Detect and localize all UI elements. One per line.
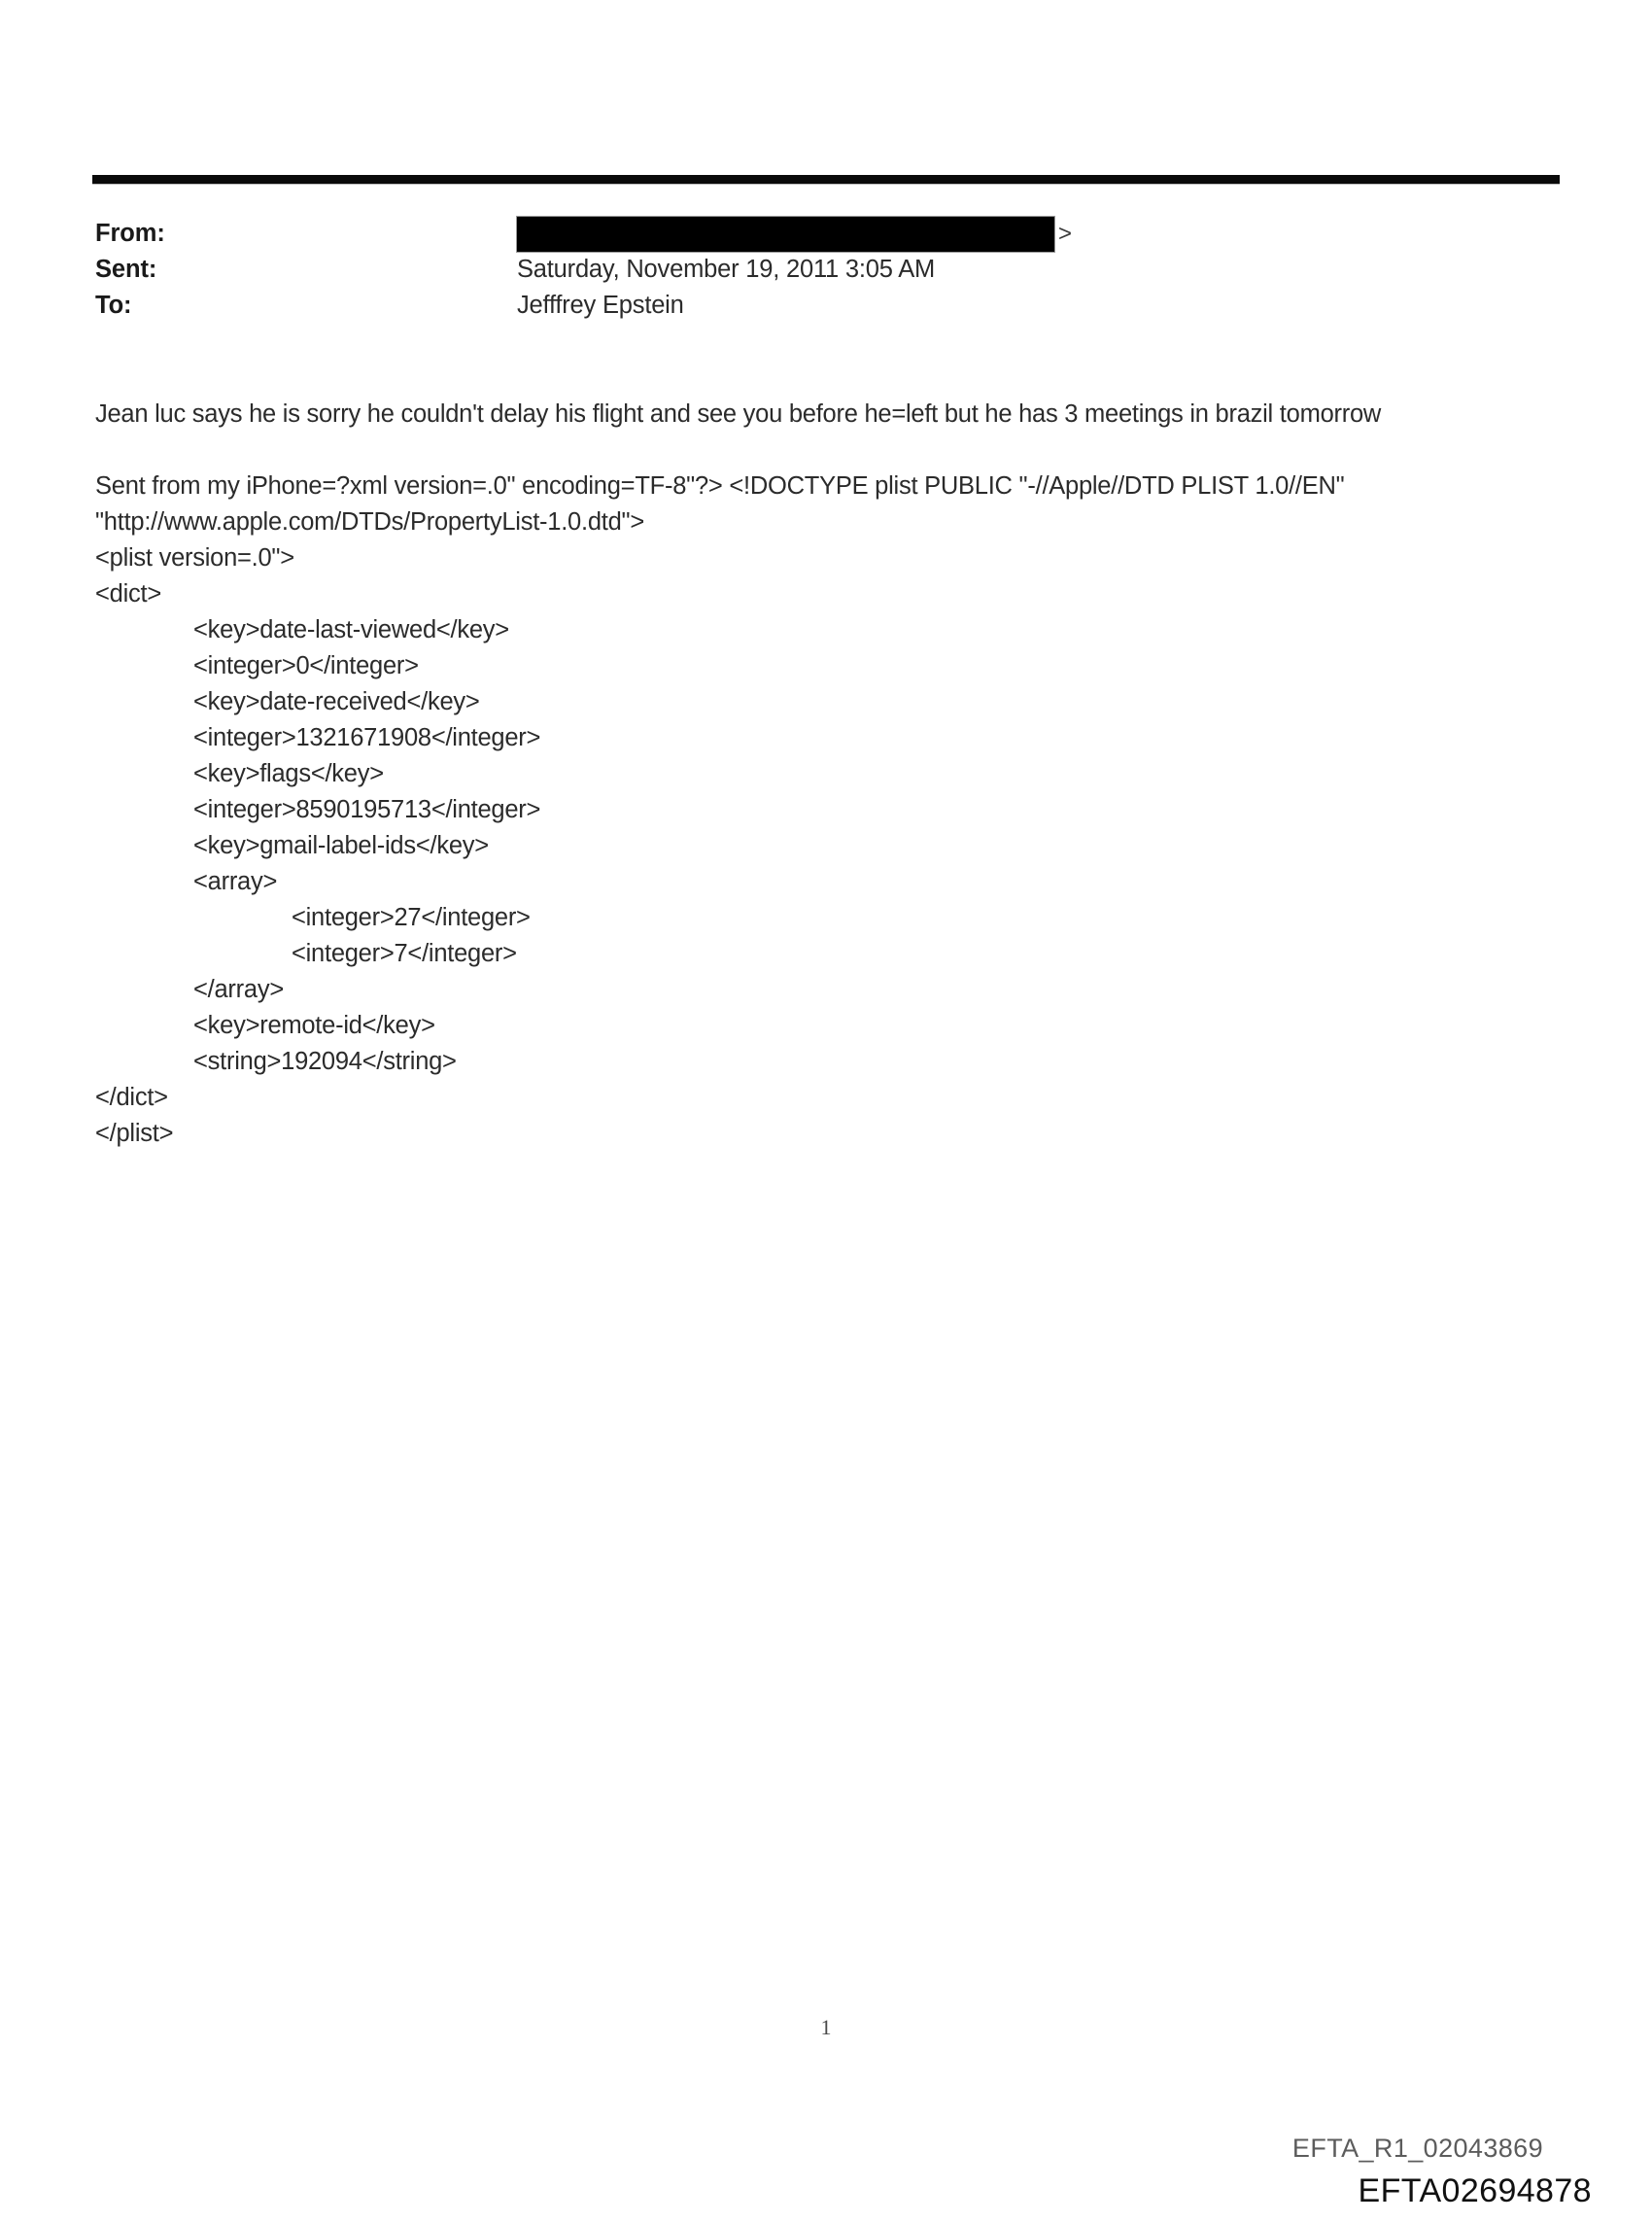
xml-line: <plist version=.0"> (95, 544, 294, 572)
to-value: Jefffrey Epstein (517, 292, 684, 319)
header-row-from (95, 216, 1553, 252)
page-number: 1 (820, 2015, 832, 2039)
email-header (95, 216, 1553, 324)
xml-line: <key>date-last-viewed</key> (193, 616, 509, 643)
xml-line: <integer>7</integer> (292, 940, 517, 967)
xml-line: <integer>27</integer> (292, 904, 531, 931)
xml-line: <key>date-received</key> (193, 688, 480, 715)
bates-number-secondary: EFTA02694878 (1358, 2172, 1592, 2209)
header-row-sent (95, 252, 1553, 288)
redaction-bar (517, 217, 1054, 252)
xml-line: <integer>1321671908</integer> (193, 724, 541, 751)
xml-line: <dict> (95, 580, 161, 608)
xml-line: <key>flags</key> (193, 760, 384, 787)
plist-xml-block (95, 469, 1572, 1152)
xml-line: <key>gmail-label-ids</key> (193, 832, 489, 859)
from-label: From: (95, 220, 165, 247)
xml-line: </array> (193, 976, 284, 1003)
body-line: Jean luc says he is sorry he couldn't delay his flight and see you before he=left but he has 3 meetings in brazil tomorrow (95, 400, 1382, 428)
sent-value: Saturday, November 19, 2011 3:05 AM (517, 256, 936, 283)
xml-line: "http://www.apple.com/DTDs/PropertyList-1.0.dtd"> (95, 508, 644, 536)
xml-line: </plist> (95, 1120, 174, 1147)
bates-number-primary: EFTA_R1_02043869 (1291, 2134, 1543, 2163)
xml-line: Sent from my iPhone=?xml version=.0" encoding=TF-8"?> <!DOCTYPE plist PUBLIC "-//Apple//DTD PLIST 1.0//EN" (95, 472, 1345, 500)
xml-line: <integer>0</integer> (193, 652, 419, 679)
xml-line: <string>192094</string> (193, 1048, 457, 1075)
from-value (517, 216, 1072, 252)
angle-bracket-icon: > (1058, 220, 1073, 247)
xml-line: <array> (193, 868, 278, 895)
header-row-to (95, 288, 1553, 324)
xml-line: <integer>8590195713</integer> (193, 796, 541, 823)
sent-label: Sent: (95, 256, 157, 283)
xml-line: <key>remote-id</key> (193, 1012, 435, 1039)
xml-line: </dict> (95, 1084, 168, 1111)
header-rule (92, 175, 1560, 184)
to-label: To: (95, 292, 132, 319)
email-body (95, 397, 1572, 433)
